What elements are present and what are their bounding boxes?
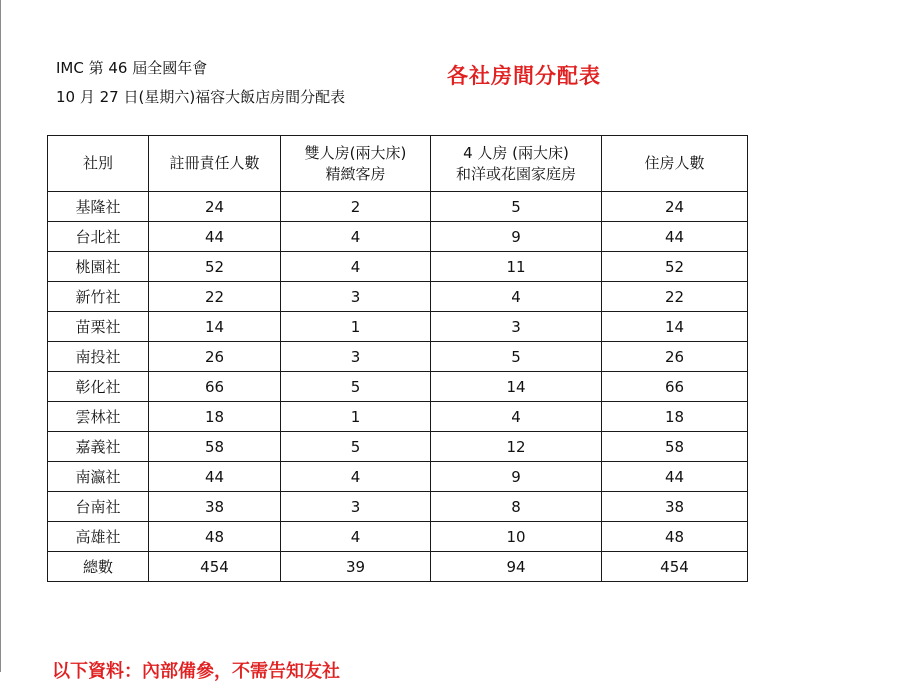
table-row (48, 402, 748, 432)
occupants-cell: 26 (602, 342, 748, 372)
quad-room-cell: 11 (431, 252, 602, 282)
occupants-cell: 14 (602, 312, 748, 342)
double-room-cell: 5 (281, 372, 431, 402)
quad-room-cell: 94 (431, 552, 602, 582)
double-room-cell: 1 (281, 402, 431, 432)
table-row (48, 252, 748, 282)
club-cell: 新竹社 (48, 282, 149, 312)
double-room-cell: 4 (281, 462, 431, 492)
club-cell: 彰化社 (48, 372, 149, 402)
club-cell: 台南社 (48, 492, 149, 522)
occupants-cell: 18 (602, 402, 748, 432)
registered-cell: 58 (149, 432, 281, 462)
event-title: IMC 第 46 屆全國年會 (56, 59, 208, 77)
club-cell: 南瀛社 (48, 462, 149, 492)
occupants-cell: 48 (602, 522, 748, 552)
club-cell: 嘉義社 (48, 432, 149, 462)
occupants-cell: 52 (602, 252, 748, 282)
table-row (48, 282, 748, 312)
registered-cell: 44 (149, 462, 281, 492)
table-row (48, 462, 748, 492)
occupants-cell: 454 (602, 552, 748, 582)
registered-cell: 66 (149, 372, 281, 402)
club-cell: 雲林社 (48, 402, 149, 432)
double-room-cell: 5 (281, 432, 431, 462)
double-room-cell: 4 (281, 222, 431, 252)
quad-room-cell: 4 (431, 282, 602, 312)
table-row (48, 342, 748, 372)
registered-cell: 26 (149, 342, 281, 372)
quad-room-cell: 9 (431, 222, 602, 252)
club-cell: 高雄社 (48, 522, 149, 552)
double-room-cell: 1 (281, 312, 431, 342)
occupants-cell: 58 (602, 432, 748, 462)
page-left-edge (0, 0, 1, 672)
occupants-cell: 44 (602, 462, 748, 492)
registered-cell: 22 (149, 282, 281, 312)
registered-cell: 18 (149, 402, 281, 432)
registered-cell: 454 (149, 552, 281, 582)
quad-room-cell: 3 (431, 312, 602, 342)
col-header-double-room: 雙人房(兩大床) 精緻客房 (281, 136, 431, 192)
registered-cell: 52 (149, 252, 281, 282)
double-room-cell: 4 (281, 522, 431, 552)
internal-note: 以下資料：內部備參，不需告知友社 (52, 661, 340, 682)
table-row (48, 192, 748, 222)
table-row (48, 492, 748, 522)
quad-room-cell: 4 (431, 402, 602, 432)
quad-room-cell: 12 (431, 432, 602, 462)
occupants-cell: 22 (602, 282, 748, 312)
registered-cell: 14 (149, 312, 281, 342)
double-room-cell: 4 (281, 252, 431, 282)
table-row (48, 222, 748, 252)
table-total-row (48, 552, 748, 582)
table-row (48, 312, 748, 342)
quad-room-cell: 5 (431, 342, 602, 372)
document-title: 各社房間分配表 (447, 64, 601, 88)
table-row (48, 522, 748, 552)
double-room-cell: 3 (281, 342, 431, 372)
table-header-row (48, 136, 748, 192)
occupants-cell: 24 (602, 192, 748, 222)
table-row (48, 432, 748, 462)
room-allocation-table (47, 135, 748, 582)
quad-room-cell: 8 (431, 492, 602, 522)
double-room-cell: 39 (281, 552, 431, 582)
occupants-cell: 44 (602, 222, 748, 252)
occupants-cell: 66 (602, 372, 748, 402)
club-cell: 基隆社 (48, 192, 149, 222)
occupants-cell: 38 (602, 492, 748, 522)
event-subtitle: 10 月 27 日(星期六)福容大飯店房間分配表 (56, 88, 346, 106)
table-row (48, 372, 748, 402)
col-header-occupants: 住房人數 (602, 136, 748, 192)
registered-cell: 24 (149, 192, 281, 222)
club-cell: 南投社 (48, 342, 149, 372)
club-cell: 台北社 (48, 222, 149, 252)
col-header-quad-room: 4 人房 (兩大床) 和洋或花園家庭房 (431, 136, 602, 192)
registered-cell: 38 (149, 492, 281, 522)
col-header-registered: 註冊責任人數 (149, 136, 281, 192)
double-room-cell: 2 (281, 192, 431, 222)
registered-cell: 44 (149, 222, 281, 252)
double-room-cell: 3 (281, 282, 431, 312)
club-cell: 桃園社 (48, 252, 149, 282)
quad-room-cell: 9 (431, 462, 602, 492)
quad-room-cell: 10 (431, 522, 602, 552)
quad-room-cell: 5 (431, 192, 602, 222)
club-cell: 總數 (48, 552, 149, 582)
registered-cell: 48 (149, 522, 281, 552)
club-cell: 苗栗社 (48, 312, 149, 342)
double-room-cell: 3 (281, 492, 431, 522)
quad-room-cell: 14 (431, 372, 602, 402)
col-header-club: 社別 (48, 136, 149, 192)
